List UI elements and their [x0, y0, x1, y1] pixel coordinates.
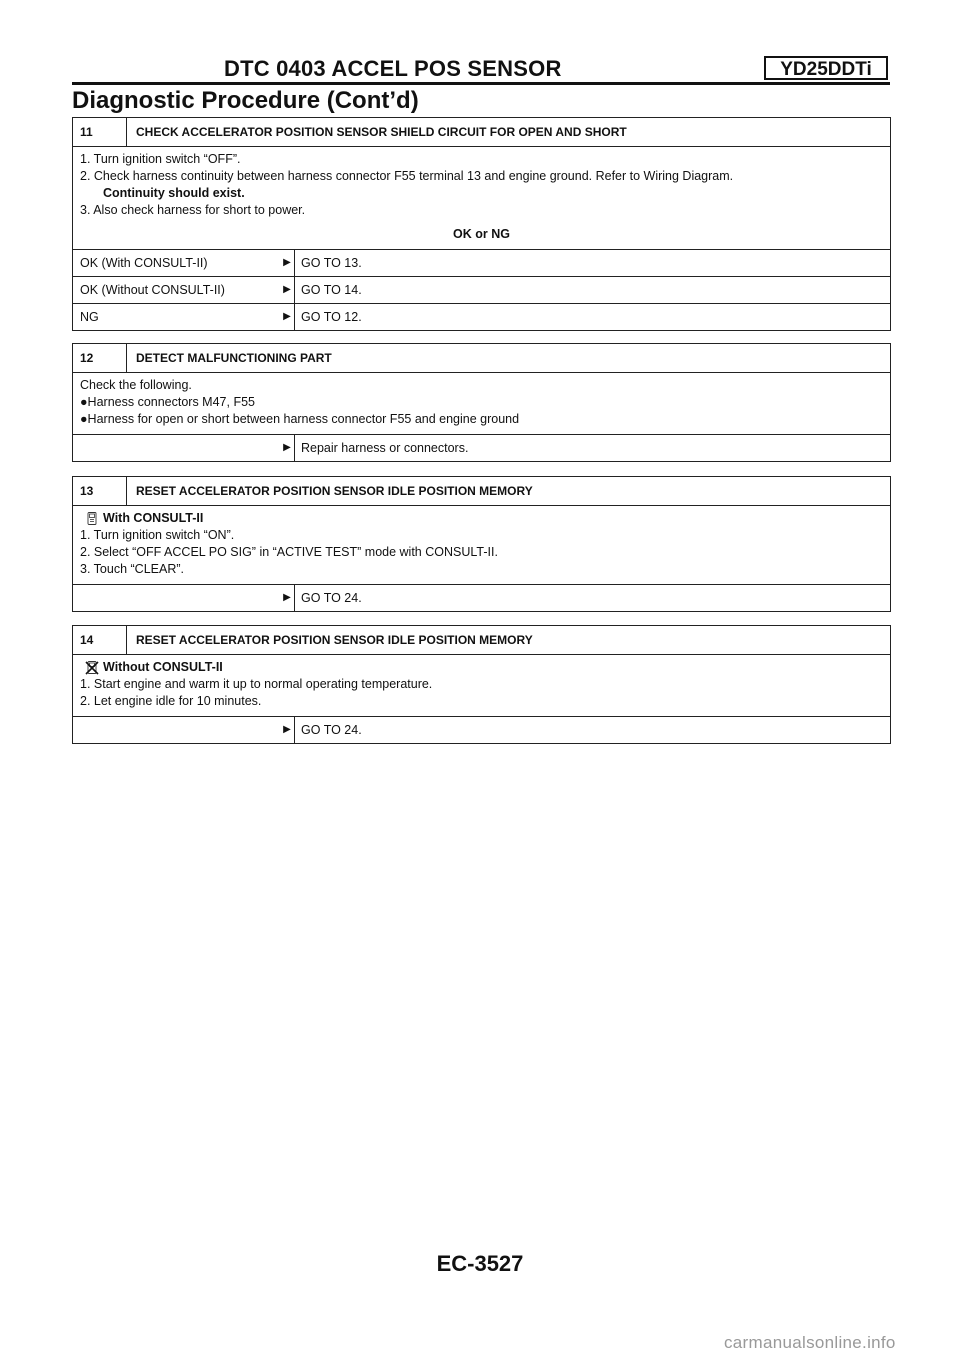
step-body: [73, 147, 890, 249]
engine-badge: YD25DDTi: [764, 56, 888, 80]
header-divider: [72, 82, 890, 85]
bullet-item: ●Harness connectors M47, F55: [80, 395, 255, 409]
arrow-right-icon: ▶: [283, 724, 291, 735]
instruction-line: 1. Start engine and warm it up to normal operating temperature.: [80, 677, 433, 691]
instruction-line: 3. Touch “CLEAR”.: [80, 562, 184, 576]
step-header: [73, 477, 890, 506]
step-header: [73, 118, 890, 147]
instruction-line: 2. Check harness continuity between harness connector F55 terminal 13 and engine ground. Refer to Wiring Diagram.: [80, 169, 734, 183]
watermark: carmanualsonline.info: [724, 1333, 896, 1352]
step-header: [73, 344, 890, 373]
result-label: OK (With CONSULT-II): [80, 256, 208, 270]
instruction-line: 2. Select “OFF ACCEL PO SIG” in “ACTIVE TEST” mode with CONSULT-II.: [80, 545, 498, 559]
step-title: RESET ACCELERATOR POSITION SENSOR IDLE POSITION MEMORY: [136, 633, 533, 647]
mode-label: With CONSULT-II: [103, 511, 204, 525]
step-title: RESET ACCELERATOR POSITION SENSOR IDLE POSITION MEMORY: [136, 484, 533, 498]
step-body: [73, 655, 890, 716]
result-row: [73, 249, 890, 276]
step-number: 12: [73, 344, 127, 372]
result-row: [73, 434, 890, 461]
section-title: DTC 0403 ACCEL POS SENSOR: [224, 56, 562, 81]
step-14-block: [72, 625, 891, 744]
mode-heading: [80, 659, 883, 676]
result-action: GO TO 24.: [294, 717, 362, 743]
step-11-block: [72, 117, 891, 331]
result-action: GO TO 24.: [294, 585, 362, 611]
result-label: [73, 435, 280, 461]
result-action: GO TO 13.: [294, 250, 362, 276]
result-action: GO TO 14.: [294, 277, 362, 303]
step-header: [73, 626, 890, 655]
arrow-right-icon: ▶: [283, 284, 291, 295]
step-title: DETECT MALFUNCTIONING PART: [136, 351, 332, 365]
step-number: 14: [73, 626, 127, 654]
step-body: [73, 506, 890, 584]
result-action: Repair harness or connectors.: [294, 435, 468, 461]
result-row: [73, 303, 890, 330]
no-consult-tool-icon: [85, 661, 99, 675]
mode-heading: [80, 510, 883, 527]
page-subtitle: Diagnostic Procedure (Cont’d): [72, 87, 419, 114]
step-title: CHECK ACCELERATOR POSITION SENSOR SHIELD CIRCUIT FOR OPEN AND SHORT: [136, 125, 627, 139]
arrow-right-icon: ▶: [283, 311, 291, 322]
result-label: OK (Without CONSULT-II): [80, 283, 225, 297]
instruction-line: 1. Turn ignition switch “ON”.: [80, 528, 235, 542]
arrow-right-icon: ▶: [283, 257, 291, 268]
arrow-right-icon: ▶: [283, 442, 291, 453]
instruction-line: Check the following.: [80, 378, 192, 392]
result-row: [73, 584, 890, 611]
result-label: [73, 717, 280, 743]
step-12-block: [72, 343, 891, 462]
step-number: 11: [73, 118, 127, 146]
instruction-line: 1. Turn ignition switch “OFF”.: [80, 152, 241, 166]
page-number: EC-3527: [436, 1251, 524, 1276]
consult-tool-icon: [85, 512, 99, 526]
result-action: GO TO 12.: [294, 304, 362, 330]
step-number: 13: [73, 477, 127, 505]
step-body: [73, 373, 890, 434]
result-label: [73, 585, 280, 611]
result-row: [73, 276, 890, 303]
ok-ng-question: OK or NG: [453, 227, 510, 241]
result-label: NG: [80, 310, 99, 324]
instruction-line: 2. Let engine idle for 10 minutes.: [80, 694, 262, 708]
arrow-right-icon: ▶: [283, 592, 291, 603]
instruction-line: 3. Also check harness for short to power.: [80, 203, 306, 217]
result-row: [73, 716, 890, 743]
bullet-item: ●Harness for open or short between harness connector F55 and engine ground: [80, 412, 520, 426]
step-13-block: [72, 476, 891, 612]
spec-line: Continuity should exist.: [103, 186, 245, 200]
mode-label: Without CONSULT-II: [103, 660, 223, 674]
